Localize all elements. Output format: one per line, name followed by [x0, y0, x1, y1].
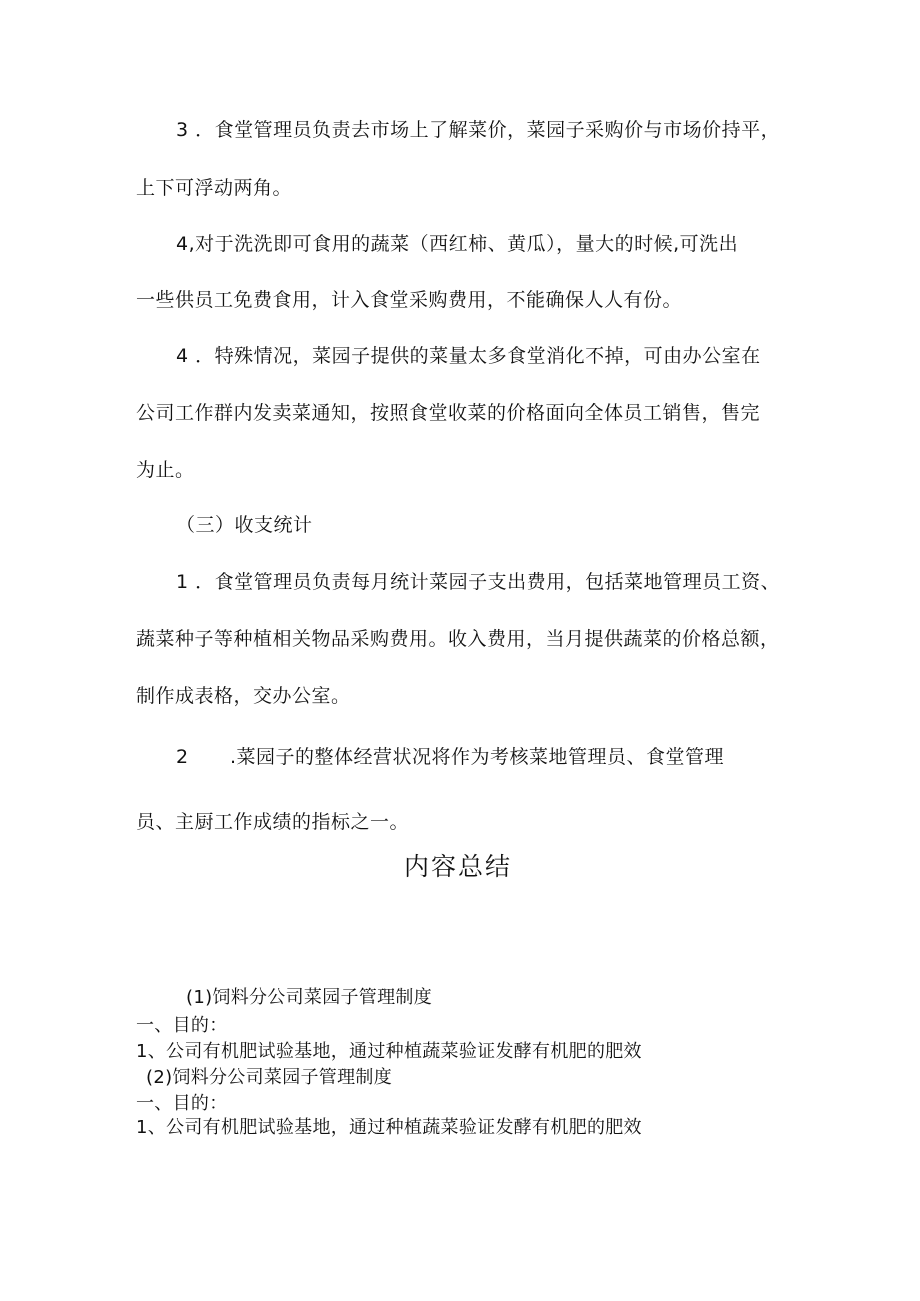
paragraph-4a-line-2: 一些供员工免费食用，计入食堂采购费用，不能确保人人有份。	[136, 289, 683, 311]
item-1-line-3: 制作成表格，交办公室。	[136, 685, 351, 707]
summary-entry-1-line-2: 1、公司有机肥试验基地，通过种植蔬菜验证发酵有机肥的肥效	[136, 1041, 642, 1062]
paragraph-4a-line-1: 4,对于洗洗即可食用的蔬菜（西红柿、黄瓜），量大的时候,可洗出	[176, 233, 739, 255]
paragraph-4b-line-3: 为止。	[136, 459, 195, 481]
item-1-line-2: 蔬菜种子等种植相关物品采购费用。收入费用，当月提供蔬菜的价格总额，	[136, 628, 780, 650]
item-2-line-2: 员、主厨工作成绩的指标之一。	[136, 811, 410, 833]
item-1-line-1: 1 ．食堂管理员负责每月统计菜园子支出费用，包括菜地管理员工资、	[176, 571, 781, 593]
summary-entry-1-title: (1)饲料分公司菜园子管理制度	[186, 987, 432, 1008]
section-3-heading: （三）收支统计	[176, 514, 313, 536]
summary-title: 内容总结	[404, 852, 513, 881]
paragraph-4b-line-1: 4 ．特殊情况，菜园子提供的菜量太多食堂消化不掉，可由办公室在	[176, 345, 761, 367]
paragraph-3-line-2: 上下可浮动两角。	[136, 177, 293, 199]
paragraph-4b-line-2: 公司工作群内发卖菜通知，按照食堂收菜的价格面向全体员工销售，售完	[136, 402, 761, 424]
item-2-line-1: .菜园子的整体经营状况将作为考核菜地管理员、食堂管理	[230, 746, 725, 768]
item-2-number: 2	[176, 746, 189, 768]
summary-entry-1-line-1: 一、目的：	[136, 1015, 228, 1036]
summary-entry-2-line-1: 一、目的：	[136, 1093, 228, 1114]
summary-entry-2-title: (2)饲料分公司菜园子管理制度	[146, 1067, 392, 1088]
paragraph-3-line-1: 3 ．食堂管理员负责去市场上了解菜价，菜园子采购价与市场价持平，	[176, 119, 781, 141]
summary-entry-2-line-2: 1、公司有机肥试验基地，通过种植蔬菜验证发酵有机肥的肥效	[136, 1117, 642, 1138]
